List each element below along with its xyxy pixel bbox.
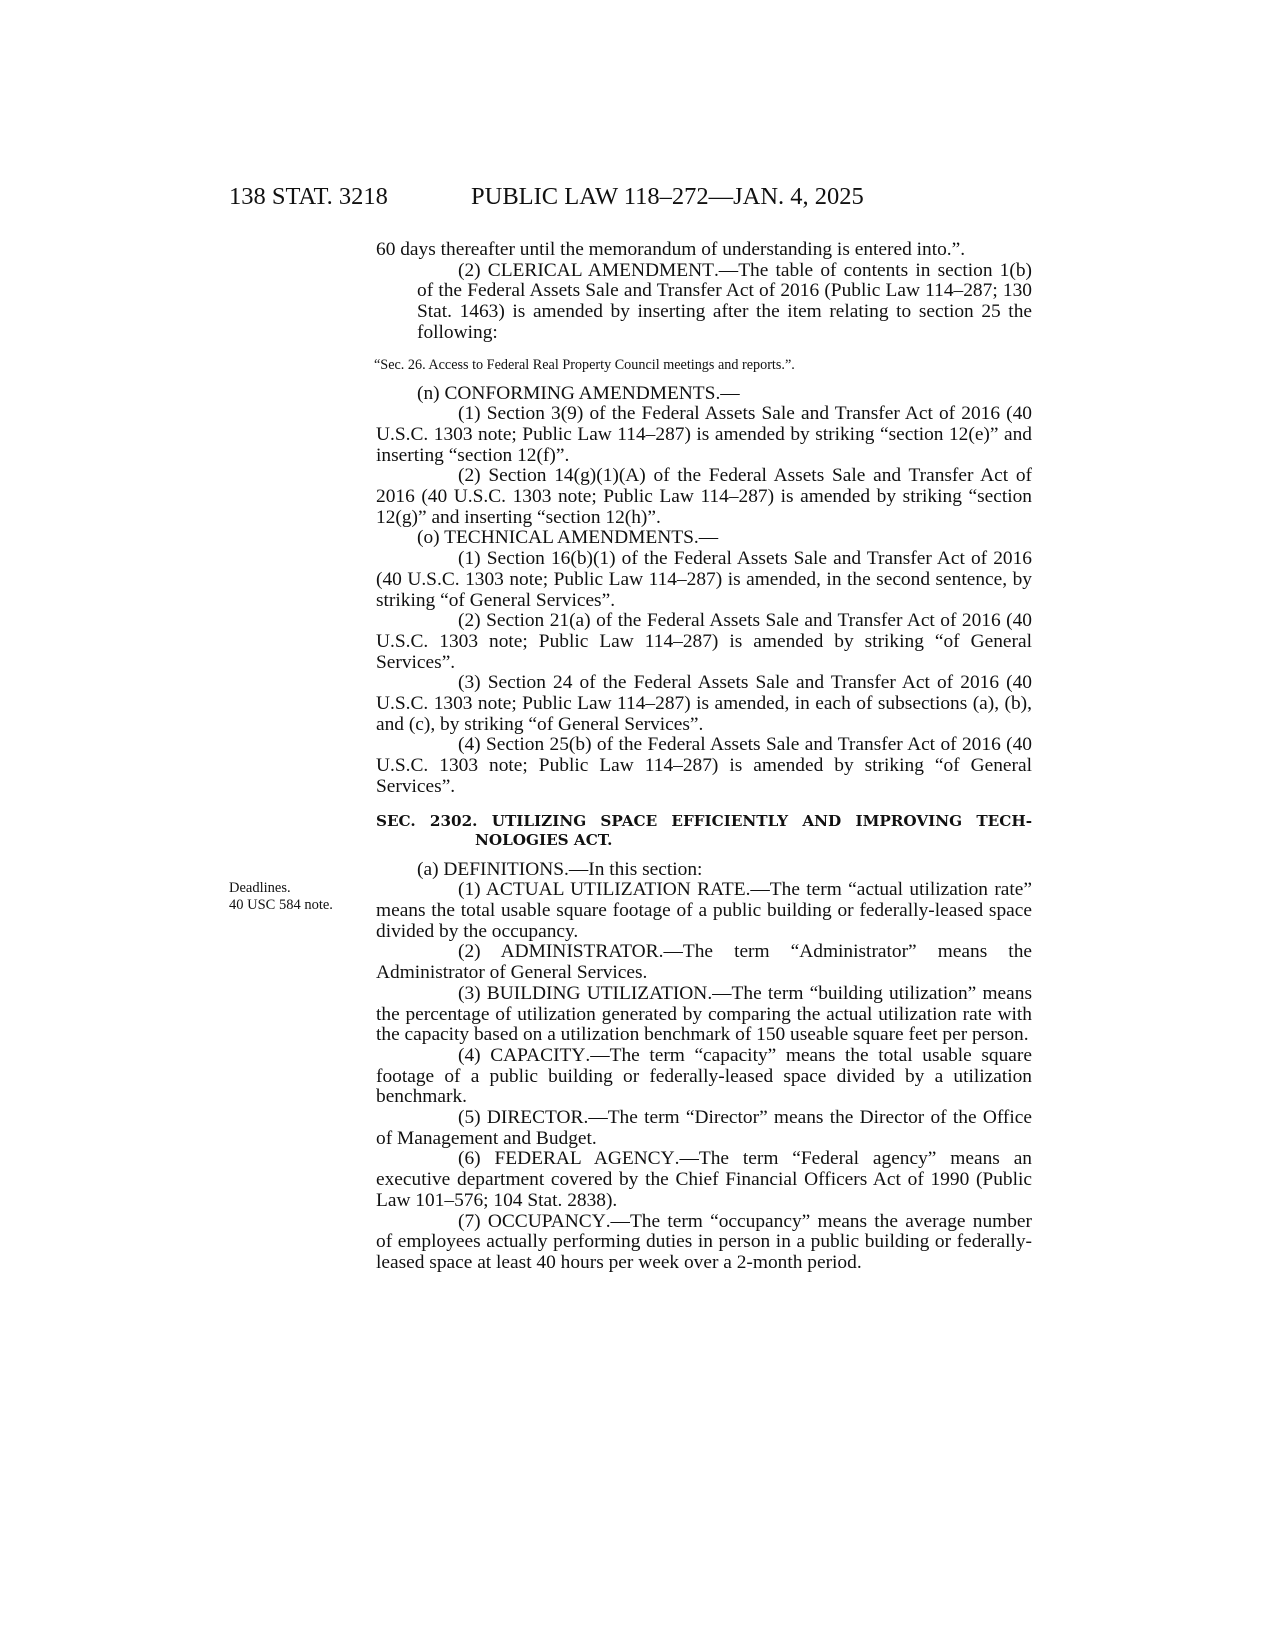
- definition-capacity: (4) CAPACITY.—The term “capacity” means the total usable square footage of a public building or federally-leased space divided by a utilization benchmark.: [376, 1044, 1032, 1108]
- technical-amendment-2: (2) Section 21(a) of the Federal Assets Sale and Transfer Act of 2016 (40 U.S.C. 1303 note; Public Law 114–287) is amended by striking “of General Services”.: [376, 610, 1032, 673]
- technical-amendment-4: (4) Section 25(b) of the Federal Assets Sale and Transfer Act of 2016 (40 U.S.C. 1303 note; Public Law 114–287) is amended by striking “of General Services”.: [376, 734, 1032, 797]
- margin-note-deadlines: Deadlines.: [229, 880, 291, 896]
- margin-note: [229, 880, 333, 914]
- toc-entry: “Sec. 26. Access to Federal Real Property Council meetings and reports.”.: [374, 356, 795, 373]
- definitions-heading: (a) DEFINITIONS.—In this section:: [417, 858, 703, 880]
- stat-citation: 138 STAT. 3218: [229, 183, 388, 210]
- definition-administrator: (2) ADMINISTRATOR.—The term “Administrator” means the Administrator of General Services.: [376, 941, 1032, 984]
- definition-federal-agency: (6) FEDERAL AGENCY.—The term “Federal agency” means an executive department covered by the Chief Financial Officers Act of 1990 (Public Law 101–576; 104 Stat. 2838).: [376, 1148, 1032, 1211]
- technical-amendments-heading: (o) TECHNICAL AMENDMENTS.—: [417, 527, 719, 549]
- page-header: [0, 183, 1275, 215]
- conforming-amendment-2: (2) Section 14(g)(1)(A) of the Federal Assets Sale and Transfer Act of 2016 (40 U.S.C. 1303 note; Public Law 114–287) is amended by striking “section 12(g)” and inserting “section 12(h)”.: [376, 465, 1032, 528]
- section-heading: SEC. 2302. UTILIZING SPACE EFFICIENTLY AND IMPROVING TECH- NOLOGIES ACT.: [376, 811, 1032, 849]
- section-2302: [376, 812, 1032, 1274]
- clerical-amendment-paragraph: (2) CLERICAL AMENDMENT.—The table of contents in section 1(b) of the Federal Assets Sale and Transfer Act of 2016 (Public Law 114–287; 130 Stat. 1463) is amended by inserting after the item relating to section 25 the following:: [417, 259, 1032, 343]
- conforming-amendments-heading: (n) CONFORMING AMENDMENTS.—: [417, 382, 740, 404]
- document-body: [376, 240, 1032, 1274]
- technical-amendment-1: (1) Section 16(b)(1) of the Federal Assets Sale and Transfer Act of 2016 (40 U.S.C. 1303 note; Public Law 114–287) is amended, in the second sentence, by striking “of General Services”.: [376, 548, 1032, 611]
- definition-actual-utilization-rate: (1) ACTUAL UTILIZATION RATE.—The term “actual utilization rate” means the total usable square footage of a public building or federally-leased space divided by the occupancy.: [376, 879, 1033, 942]
- definition-director: (5) DIRECTOR.—The term “Director” means the Director of the Office of Management and Budget.: [376, 1107, 1032, 1149]
- margin-note-usc: 40 USC 584 note.: [229, 897, 333, 913]
- paragraph-continuation: 60 days thereafter until the memorandum of understanding is entered into.”.: [376, 239, 966, 260]
- definition-occupancy: (7) OCCUPANCY.—The term “occupancy” means the average number of employees actually performing duties in person in a public building or federally-leased space at least 40 hours per week over a 2-month period.: [376, 1210, 1032, 1273]
- technical-amendment-3: (3) Section 24 of the Federal Assets Sale and Transfer Act of 2016 (40 U.S.C. 1303 note; Public Law 114–287) is amended, in each of subsections (a), (b), and (c), by striking “of General Services”.: [376, 672, 1032, 735]
- definition-building-utilization: (3) BUILDING UTILIZATION.—The term “building utilization” means the percentage of utilization generated by comparing the actual utilization rate with the capacity based on a utilization benchmark of 150 useable square feet per person.: [376, 982, 1032, 1046]
- public-law-title: PUBLIC LAW 118–272—JAN. 4, 2025: [471, 183, 864, 210]
- conforming-amendment-1: (1) Section 3(9) of the Federal Assets Sale and Transfer Act of 2016 (40 U.S.C. 1303 note; Public Law 114–287) is amended by striking “section 12(e)” and inserting “section 12(f)”.: [376, 403, 1032, 466]
